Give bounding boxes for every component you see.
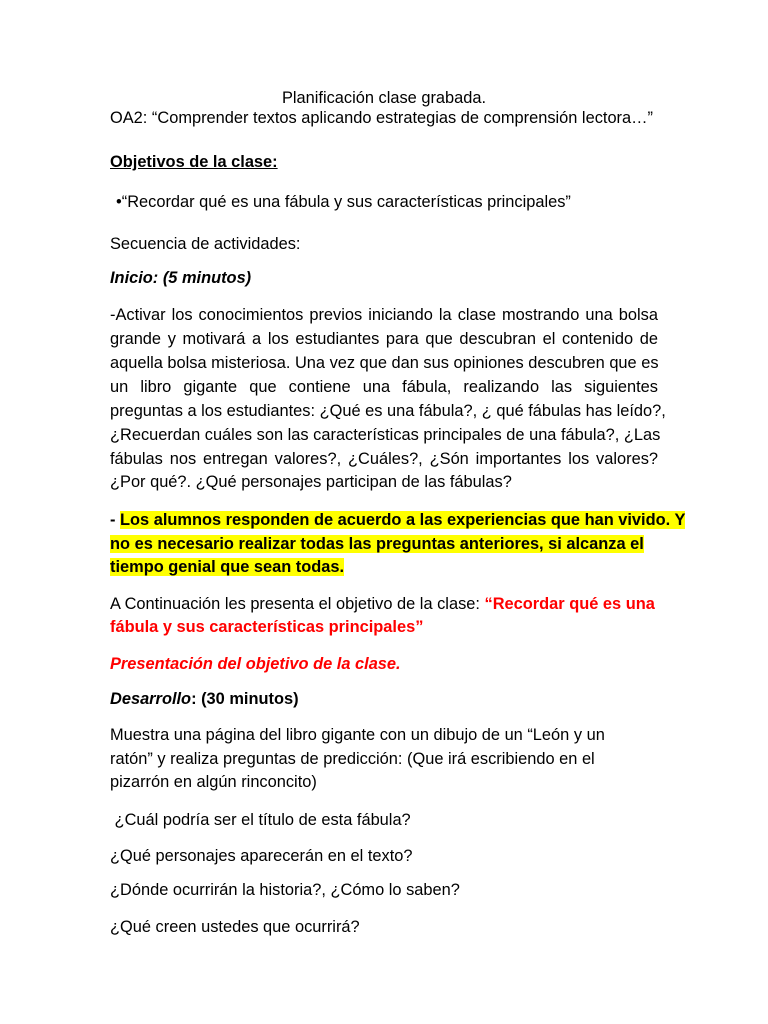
inicio-line-3: aquella bolsa misteriosa. Una vez que dan sus opiniones descubren que es <box>110 354 659 372</box>
inicio-line-5: preguntas a los estudiantes: ¿Qué es una fábula?, ¿ qué fábulas has leído?, <box>110 402 666 420</box>
objective-presentation-heading: Presentación del objetivo de la clase. <box>110 655 401 673</box>
inicio-line-2: grande y motivará a los estudiantes para que descubran el contenido de <box>110 330 658 348</box>
highlighted-note-line-3 <box>110 557 344 577</box>
question-1: ¿Cuál podría ser el título de esta fábula? <box>110 811 411 829</box>
desarrollo-duration: : (30 minutos) <box>191 690 299 708</box>
desarrollo-label: Desarrollo <box>110 690 192 708</box>
document-title: Planificación clase grabada. <box>281 89 487 107</box>
continuation-text: A Continuación les presenta el objetivo de la clase: <box>110 595 485 613</box>
desarrollo-line-2: ratón” y realiza preguntas de predicción: (Que irá escribiendo en el <box>110 750 595 768</box>
inicio-line-1: -Activar los conocimientos previos iniciando la clase mostrando una bolsa <box>110 306 658 324</box>
objectives-heading: Objetivos de la clase: <box>110 153 278 171</box>
inicio-line-7: fábulas nos entregan valores?, ¿Cuáles?, ¿Són importantes los valores? <box>110 450 658 468</box>
highlighted-note-line-2 <box>110 534 644 554</box>
bullet-icon: • <box>116 193 122 211</box>
note-highlight-2: no es necesario realizar todas las preguntas anteriores, si alcanza el <box>110 535 644 553</box>
desarrollo-line-3: pizarrón en algún rinconcito) <box>110 773 317 791</box>
question-4: ¿Qué creen ustedes que ocurrirá? <box>110 918 360 936</box>
inicio-line-6: ¿Recuerdan cuáles son las características principales de una fábula?, ¿Las <box>110 426 661 444</box>
highlighted-note-line-1 <box>110 510 685 530</box>
objective-text: “Recordar qué es una fábula y sus características principales” <box>121 193 571 211</box>
question-2: ¿Qué personajes aparecerán en el texto? <box>110 847 413 865</box>
learning-objective: OA2: “Comprender textos aplicando estrategias de comprensión lectora…” <box>110 109 653 127</box>
objective-quote-red-1: “Recordar qué es una <box>484 595 655 613</box>
desarrollo-heading <box>110 689 299 709</box>
note-prefix: - <box>110 511 121 529</box>
activities-sequence-heading: Secuencia de actividades: <box>110 235 301 253</box>
inicio-line-8: ¿Por qué?. ¿Qué personajes participan de las fábulas? <box>110 473 512 491</box>
continuation-line-1 <box>110 594 655 614</box>
question-3: ¿Dónde ocurrirán la historia?, ¿Cómo lo saben? <box>110 881 460 899</box>
objective-bullet-item <box>116 192 571 212</box>
note-highlight-3: tiempo genial que sean todas. <box>110 558 345 576</box>
desarrollo-line-1: Muestra una página del libro gigante con un dibujo de un “León y un <box>110 726 605 744</box>
objective-quote-red-2: fábula y sus características principales” <box>110 618 424 636</box>
inicio-heading: Inicio: (5 minutos) <box>110 269 252 287</box>
note-highlight-1: Los alumnos responden de acuerdo a las experiencias que han vivido. Y <box>120 511 686 529</box>
inicio-line-4: un libro gigante que contiene una fábula, realizando las siguientes <box>110 378 658 396</box>
